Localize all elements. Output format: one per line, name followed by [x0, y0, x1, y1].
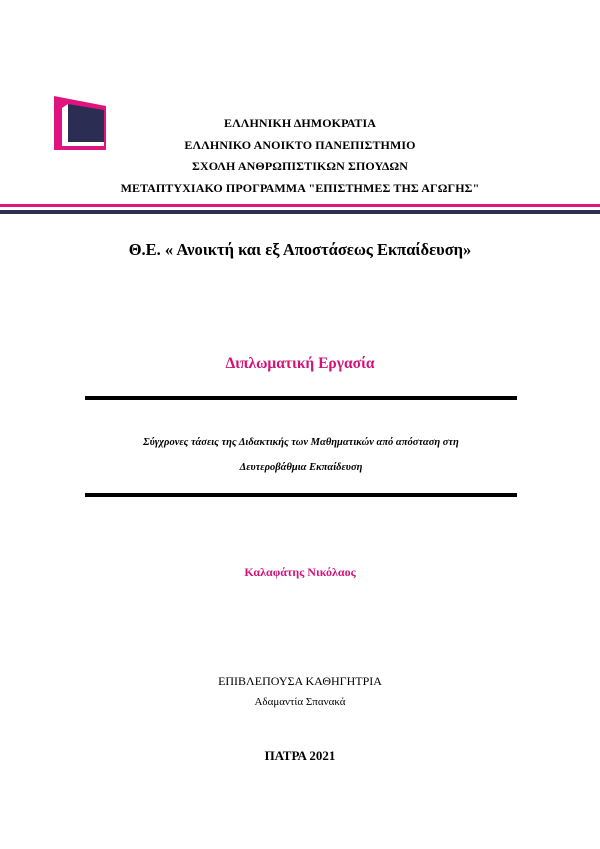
header-line-republic: ΕΛΛΗΝΙΚΗ ΔΗΜΟΚΡΑΤΙΑ — [223, 116, 377, 130]
document-type-title: Διπλωματική Εργασία — [225, 355, 375, 372]
supervisor-role: ΕΠΙΒΛΕΠΟΥΣΑ ΚΑΘΗΓΗΤΡΙΑ — [218, 674, 382, 688]
thesis-subject-line-2: Δευτεροβάθμια Εκπαίδευση — [239, 462, 363, 473]
header-divider-navy — [0, 210, 600, 214]
supervisor-name: Αδαμαντία Σπανακά — [254, 696, 346, 708]
thesis-subject-line-1: Σύγχρονες τάσεις της Διδακτικής των Μαθηματικών από απόσταση στη — [143, 437, 459, 448]
institution-header — [110, 113, 490, 199]
logo-white-base — [62, 142, 104, 146]
header-divider-pink — [0, 204, 600, 207]
header-line-program: ΜΕΤΑΠΤΥΧΙΑΚΟ ΠΡΟΓΡΑΜΜΑ "ΕΠΙΣΤΗΜΕΣ ΤΗΣ ΑΓΩΓΗΣ" — [120, 180, 480, 195]
author-name: Καλαφάτης Νικόλαος — [244, 565, 356, 579]
place-and-year: ΠΑΤΡΑ 2021 — [264, 748, 336, 763]
title-rule-top — [85, 396, 517, 400]
thesis-subject — [85, 430, 517, 480]
logo-navy-page — [68, 104, 104, 142]
logo-white-fold — [62, 104, 68, 146]
header-line-school: ΣΧΟΛΗ ΑΝΘΡΩΠΙΣΤΙΚΩΝ ΣΠΟΥΔΩΝ — [192, 159, 408, 173]
thematic-unit-title: Θ.Ε. « Ανοικτή και εξ Αποστάσεως Εκπαίδευση» — [128, 240, 472, 259]
header-line-university: ΕΛΛΗΝΙΚΟ ΑΝΟΙΚΤΟ ΠΑΝΕΠΙΣΤΗΜΙΟ — [184, 137, 416, 152]
university-logo-icon — [54, 96, 106, 150]
title-rule-bottom — [85, 493, 517, 497]
